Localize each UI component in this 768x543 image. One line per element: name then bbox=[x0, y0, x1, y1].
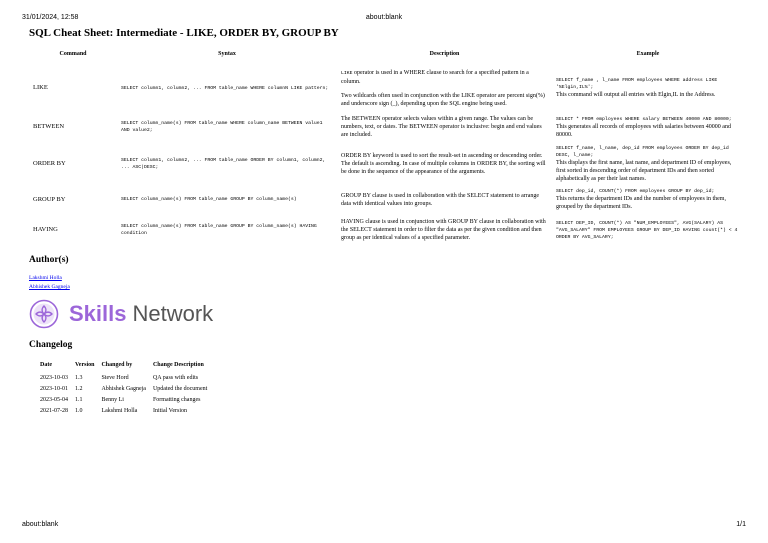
column-header-description: Description bbox=[429, 51, 460, 57]
example-code: SELECT f_name, l_name, dep_id FROM employees ORDER BY dep_id DESC, l_name; bbox=[556, 146, 729, 158]
changelog-header-date: Date bbox=[40, 362, 52, 368]
changelog-description: Formatting changes bbox=[152, 397, 201, 403]
changelog-date: 2023-10-01 bbox=[40, 386, 68, 392]
changelog-description: Updated the document bbox=[152, 386, 208, 392]
changelog-description: Initial Version bbox=[152, 408, 188, 414]
print-footer-url: about:blank bbox=[22, 521, 59, 528]
table-row bbox=[29, 64, 744, 112]
skills-network-logo bbox=[29, 297, 744, 331]
changelog-header-row bbox=[37, 362, 211, 373]
column-header-command: Command bbox=[59, 51, 87, 57]
changelog-version: 1.2 bbox=[75, 386, 83, 392]
print-header bbox=[22, 14, 746, 24]
description-cell bbox=[337, 64, 552, 112]
example-cell bbox=[552, 186, 744, 213]
syntax-cell: SELECT column1, column2, ... FROM table_name WHERE columnN LIKE pattern; bbox=[121, 85, 329, 91]
example-cell bbox=[552, 142, 744, 186]
authors-list bbox=[29, 274, 744, 292]
changelog-header-changed-by: Changed by bbox=[101, 362, 133, 368]
column-header-syntax: Syntax bbox=[218, 51, 236, 57]
description-cell: HAVING clause is used in conjunction with GROUP BY clause in collaboration with the SELECT statement in order to filter the data as per the given condition and then group as per identical values of a specified parameter. bbox=[341, 219, 546, 241]
example-code: SELECT f_name , l_name FROM employees WHERE address LIKE '%Elgin,IL%'; bbox=[556, 78, 718, 90]
changelog-header-description: Change Description bbox=[152, 362, 204, 368]
page-title: SQL Cheat Sheet: Intermediate - LIKE, ORDER BY, GROUP BY bbox=[29, 27, 339, 39]
changelog-date: 2023-10-03 bbox=[40, 375, 68, 381]
skills-network-logo-icon bbox=[29, 299, 59, 329]
table-header-row bbox=[29, 45, 744, 64]
command-cell: LIKE bbox=[33, 84, 48, 91]
changelog-description: QA pass with edits bbox=[152, 375, 199, 381]
syntax-cell: SELECT column1, column2, ... FROM table_name ORDER BY column1, column2, ... ASC|DESC; bbox=[121, 158, 326, 170]
example-text: This command will output all entries with Elgin,IL in the Address. bbox=[556, 92, 716, 98]
example-code: SELECT DEP_ID, COUNT(*) AS "NUM_EMPLOYEES", AVG(SALARY) AS "AVG_SALARY" FROM EMPLOYEES GROUP BY DEP_ID HAVING count(*) < 4 ORDER BY AVG_SALARY; bbox=[556, 220, 738, 240]
table-row bbox=[29, 112, 744, 142]
changelog-changed-by: Benny Li bbox=[101, 397, 124, 403]
changelog-version: 1.3 bbox=[75, 375, 83, 381]
changelog-row bbox=[37, 384, 211, 395]
changelog-row bbox=[37, 395, 211, 406]
example-code: SELECT * FROM employees WHERE salary BETWEEN 40000 AND 80000; bbox=[556, 116, 732, 122]
description-cell: GROUP BY clause is used in collaboration with the SELECT statement to arrange data with identical values into groups. bbox=[341, 192, 540, 207]
command-cell: BETWEEN bbox=[33, 123, 65, 130]
changelog-heading: Changelog bbox=[29, 340, 73, 350]
description-code: LIKE bbox=[341, 70, 353, 76]
description-text-2: Two wildcards often used in conjunction with the LIKE operator are percent sign(%) and underscore sign (_), depending upon the SQL engine being used. bbox=[341, 92, 545, 107]
authors-heading: Author(s) bbox=[29, 255, 69, 265]
table-row bbox=[29, 213, 744, 247]
example-cell bbox=[552, 213, 744, 247]
command-cell: HAVING bbox=[33, 226, 58, 233]
syntax-cell: SELECT column_name(s) FROM table_name WHERE column_name BETWEEN value1 AND value2; bbox=[121, 121, 323, 133]
syntax-cell: SELECT column_name(s) FROM table_name GROUP BY column_name(s) bbox=[121, 197, 297, 202]
changelog-changed-by: Steve Hord bbox=[101, 375, 129, 381]
example-cell bbox=[552, 112, 744, 142]
changelog-version: 1.0 bbox=[75, 408, 83, 414]
changelog-table bbox=[37, 362, 211, 417]
changelog-row bbox=[37, 406, 211, 417]
changelog-version: 1.1 bbox=[75, 397, 83, 403]
print-page-title: about:blank bbox=[365, 14, 403, 21]
table-row bbox=[29, 186, 744, 213]
example-text: This displays the first name, last name, and department ID of employees, first sorted in descending order of department IDs and then sorted alphabetically as per their last names. bbox=[556, 160, 732, 182]
changelog-header-version: Version bbox=[75, 362, 95, 368]
example-text: This generates all records of employees with salaries between 40000 and 80000. bbox=[556, 123, 731, 138]
changelog-date: 2023-05-04 bbox=[40, 397, 68, 403]
changelog-date: 2021-07-28 bbox=[40, 408, 68, 414]
example-text: This returns the department IDs and the number of employees in them, grouped by the department IDs. bbox=[556, 196, 726, 210]
brand-word-network: Network bbox=[132, 301, 214, 326]
command-cell: GROUP BY bbox=[33, 195, 66, 203]
changelog-changed-by: Abhishek Gagneja bbox=[101, 386, 146, 392]
example-code: SELECT dep_id, COUNT(*) FROM employees GROUP BY dep_id; bbox=[556, 189, 715, 194]
author-link[interactable]: Abhishek Gagneja bbox=[29, 284, 70, 290]
example-cell bbox=[552, 64, 744, 112]
document-page bbox=[29, 27, 744, 417]
print-page-number: 1/1 bbox=[736, 521, 746, 528]
column-header-example: Example bbox=[636, 51, 660, 57]
print-footer bbox=[22, 521, 746, 531]
description-cell: The BETWEEN operator selects values within a given range. The values can be numbers, text, or dates. The BETWEEN operator is inclusive: begin and end values are included. bbox=[341, 116, 542, 138]
print-datetime: 31/01/2024, 12:58 bbox=[22, 14, 79, 21]
description-cell: ORDER BY keyword is used to sort the result-set in ascending or descending order. The default is ascending. In case of multiple columns in ORDER BY, the sorting will be done in the sequence of the appearance of the arguments. bbox=[341, 153, 546, 175]
syntax-cell: SELECT column_name(s) FROM table_name GROUP BY column_name(s) HAVING condition bbox=[121, 224, 317, 236]
changelog-changed-by: Lakshmi Holla bbox=[101, 408, 138, 414]
description-text: operator is used in a WHERE clause to search for a specified pattern in a column. bbox=[341, 69, 529, 85]
author-link[interactable]: Lakshmi Holla bbox=[29, 275, 62, 281]
command-cell: ORDER BY bbox=[33, 160, 66, 167]
changelog-row bbox=[37, 373, 211, 384]
brand-word-skills: Skills bbox=[69, 301, 127, 326]
table-row bbox=[29, 142, 744, 186]
cheat-sheet-table bbox=[29, 45, 744, 247]
